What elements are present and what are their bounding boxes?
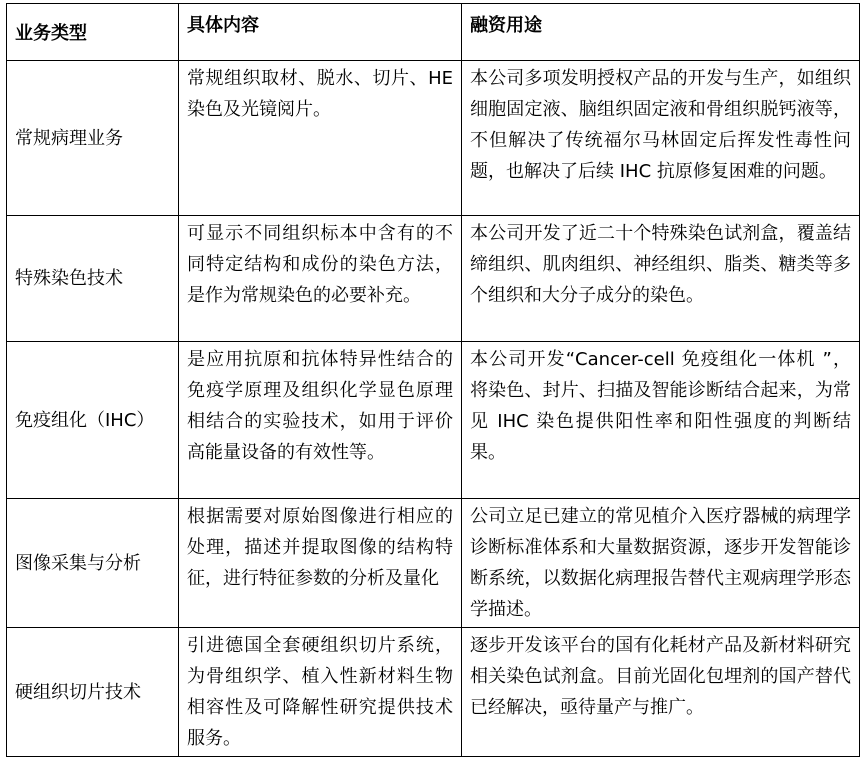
- row-content: 可显示不同组织标本中含有的不同特定结构和成份的染色方法，是作为常规染色的必要补充。: [179, 216, 462, 342]
- row-content: 根据需要对原始图像进行相应的处理，描述并提取图像的结构特征，进行特征参数的分析及量化: [179, 499, 462, 628]
- header-business-type: 业务类型: [7, 4, 179, 61]
- row-category: 图像采集与分析: [7, 499, 179, 628]
- table-header-row: [7, 4, 860, 61]
- row-usage: 本公司开发了近二十个特殊染色试剂盒，覆盖结缔组织、肌肉组织、神经组织、脂类、糖类等多个组织和大分子成分的染色。: [462, 216, 860, 342]
- row-usage: 逐步开发该平台的国有化耗材产品及新材料研究相关染色试剂盒。目前光固化包埋剂的国产替代已经解决，亟待量产与推广。: [462, 628, 860, 757]
- header-content: 具体内容: [179, 4, 462, 61]
- table-row: [7, 499, 860, 628]
- row-category: 常规病理业务: [7, 61, 179, 216]
- row-content: 常规组织取材、脱水、切片、HE 染色及光镜阅片。: [179, 61, 462, 216]
- table-row: [7, 628, 860, 757]
- row-content: 引进德国全套硬组织切片系统，为骨组织学、植入性新材料生物相容性及可降解性研究提供技术服务。: [179, 628, 462, 757]
- table-row: [7, 342, 860, 499]
- table-row: [7, 61, 860, 216]
- row-category: 特殊染色技术: [7, 216, 179, 342]
- row-usage: 本公司开发“Cancer-cell 免疫组化一体机 ”，将染色、封片、扫描及智能诊断结合起来，为常见 IHC 染色提供阳性率和阳性强度的判断结果。: [462, 342, 860, 499]
- table-row: [7, 216, 860, 342]
- row-category: 免疫组化（IHC）: [7, 342, 179, 499]
- business-table: [6, 3, 860, 757]
- row-category: 硬组织切片技术: [7, 628, 179, 757]
- row-content: 是应用抗原和抗体特异性结合的免疫学原理及组织化学显色原理相结合的实验技术，如用于评价高能量设备的有效性等。: [179, 342, 462, 499]
- row-usage: 本公司多项发明授权产品的开发与生产，如组织细胞固定液、脑组织固定液和骨组织脱钙液等，不但解决了传统福尔马林固定后挥发性毒性问题，也解决了后续 IHC 抗原修复困难的问题。: [462, 61, 860, 216]
- row-usage: 公司立足已建立的常见植介入医疗器械的病理学诊断标准体系和大量数据资源，逐步开发智能诊断系统，以数据化病理报告替代主观病理学形态学描述。: [462, 499, 860, 628]
- header-financing-usage: 融资用途: [462, 4, 860, 61]
